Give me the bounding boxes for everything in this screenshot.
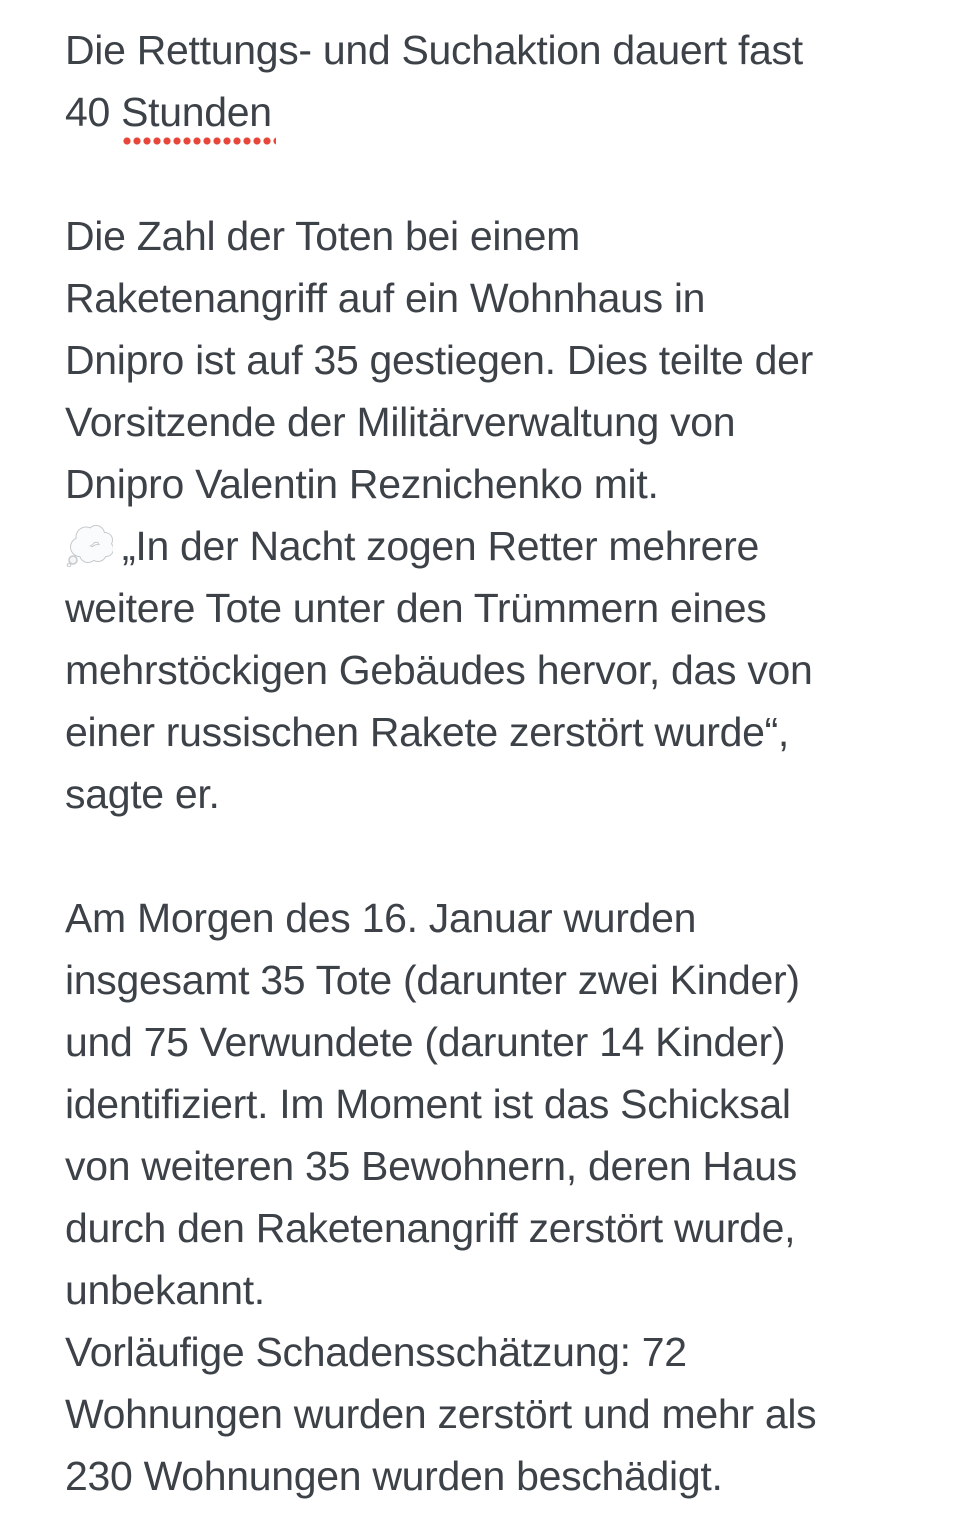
heading <box>65 19 901 143</box>
quote-line: sagte er. <box>65 771 220 817</box>
paragraph-line: Dnipro Valentin Reznichenko mit. <box>65 461 659 507</box>
quote-line-text: „In der Nacht zogen Retter mehrere <box>122 523 759 569</box>
blank-line <box>65 143 901 205</box>
heading-line-1: Die Rettungs- und Suchaktion dauert fast <box>65 27 803 73</box>
paragraph-line: Am Morgen des 16. Januar wurden <box>65 895 697 941</box>
quote-line: weitere Tote unter den Trümmern eines <box>65 585 767 631</box>
paragraph-line: Die Zahl der Toten bei einem <box>65 213 581 259</box>
paragraph-1 <box>65 205 901 825</box>
misspelled-word-stunden: Stunden <box>121 89 276 145</box>
paragraph-2 <box>65 887 901 1507</box>
paragraph-line: unbekannt. <box>65 1267 265 1313</box>
heading-line2-prefix: 40 <box>65 89 122 135</box>
paragraph-line: identifiziert. Im Moment ist das Schicksal <box>65 1081 791 1127</box>
paragraph-line: Vorsitzende der Militärverwaltung von <box>65 399 736 445</box>
paragraph-line: durch den Raketenangriff zerstört wurde, <box>65 1205 796 1251</box>
paragraph-line: von weiteren 35 Bewohnern, deren Haus <box>65 1143 797 1189</box>
paragraph-line: Raketenangriff auf ein Wohnhaus in <box>65 275 706 321</box>
quote-line-with-emoji <box>65 515 901 577</box>
quote-line: mehrstöckigen Gebäudes hervor, das von <box>65 647 813 693</box>
thought-balloon-emoji <box>65 515 113 577</box>
quote-line: einer russischen Rakete zerstört wurde“, <box>65 709 790 755</box>
paragraph-line: 230 Wohnungen wurden beschädigt. <box>65 1453 723 1499</box>
paragraph-line: und 75 Verwundete (darunter 14 Kinder) <box>65 1019 786 1065</box>
blank-line <box>65 825 901 887</box>
paragraph-line: insgesamt 35 Tote (darunter zwei Kinder) <box>65 957 800 1003</box>
paragraph-line: Dnipro ist auf 35 gestiegen. Dies teilte der <box>65 337 814 383</box>
paragraph-line: Vorläufige Schadensschätzung: 72 <box>65 1329 687 1375</box>
heading-line-2 <box>65 81 901 143</box>
paragraph-line: Wohnungen wurden zerstört und mehr als <box>65 1391 817 1437</box>
